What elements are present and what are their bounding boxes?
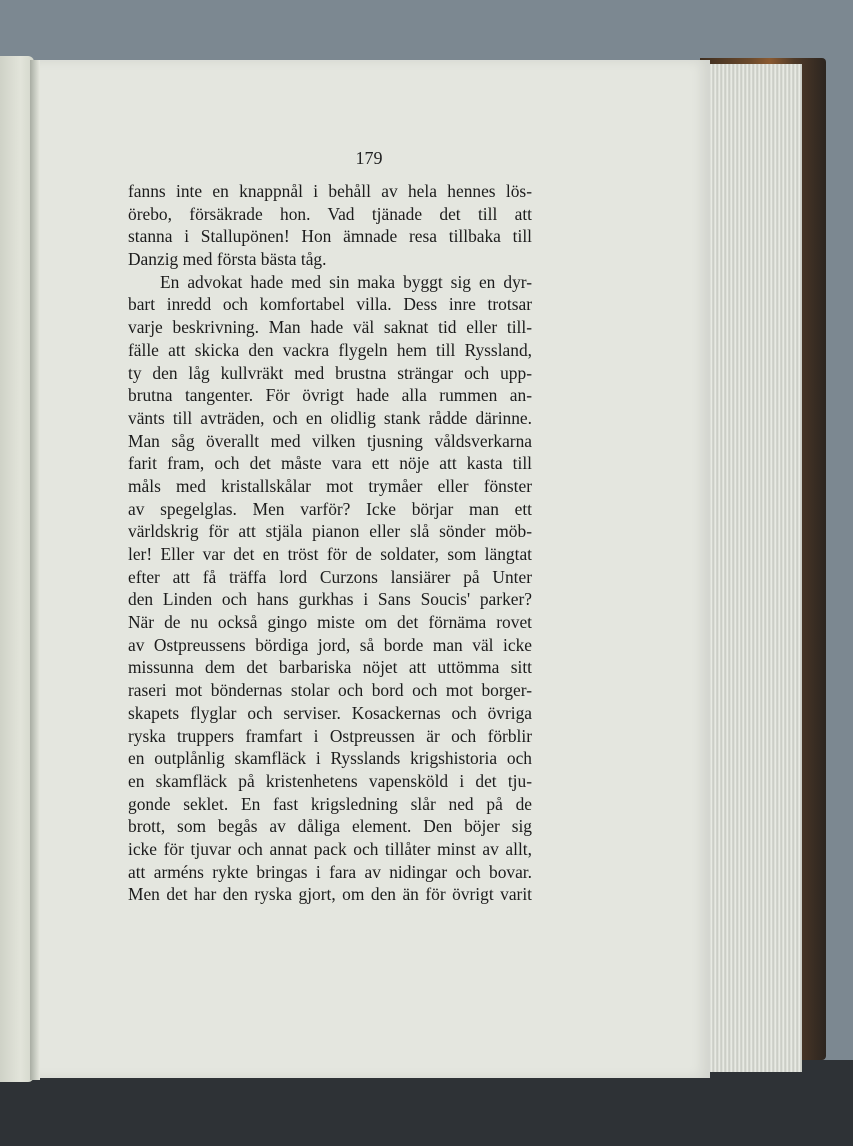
page-gutter-shadow	[30, 60, 40, 1080]
text-line: raseri mot böndernas stolar och bord och mot borger-	[128, 680, 532, 701]
left-page-edge	[0, 56, 34, 1082]
text-line: den Linden och hans gurkhas i Sans Soucis' parker?	[128, 589, 532, 610]
text-line: fanns inte en knappnål i behåll av hela hennes lös-	[128, 181, 532, 201]
text-line: av spegelglas. Men varför? Icke börjar man ett	[128, 498, 532, 519]
text-line: När de nu också gingo miste om det förnäma rovet	[128, 612, 532, 633]
text-line: måls med kristallskålar mot trymåer eller fönster	[128, 475, 532, 496]
text-line: brutna tangenter. För övrigt hade alla rummen an-	[128, 385, 532, 406]
text-line: en skamfläck på kristenhetens vapensköld i det tju-	[128, 770, 532, 791]
page-block-edge	[706, 64, 802, 1072]
text-line: av Ostpreussens bördiga jord, så borde man väl icke	[128, 634, 532, 655]
text-line: en outplånlig skamfläck i Rysslands krigshistoria och	[128, 748, 532, 769]
text-line: ler! Eller var det en tröst för de soldater, som längtat	[128, 544, 532, 564]
text-line: icke för tjuvar och annat pack och tillåter minst av allt,	[128, 838, 532, 859]
text-line: örebo, försäkrade hon. Vad tjänade det till att	[128, 203, 532, 224]
text-line: gonde seklet. En fast krigsledning slår ned på de	[128, 793, 532, 814]
text-line: världskrig för att stjäla pianon eller slå sönder möb-	[128, 521, 532, 542]
text-line: farit fram, och det måste vara ett nöje att kasta till	[128, 453, 532, 474]
text-line: att arméns rykte bringas i fara av nidingar och bovar.	[128, 861, 532, 882]
text-line: skapets flyglar och serviser. Kosackernas och övriga	[128, 702, 532, 723]
text-line: En advokat hade med sin maka byggt sig en dyr-	[160, 271, 532, 292]
page-text	[128, 180, 532, 906]
text-line: Man såg överallt med vilken tjusning våldsverkarna	[128, 430, 532, 451]
text-line: vänts till avträden, och en olidlig stank rådde därinne.	[128, 407, 532, 428]
text-line: efter att få träffa lord Curzons lansiärer på Unter	[128, 566, 532, 587]
text-line: Men det har den ryska gjort, om den än för övrigt varit	[128, 884, 532, 905]
text-line: Danzig med första bästa tåg.	[128, 249, 327, 270]
text-line: ryska truppers framfart i Ostpreussen är och förblir	[128, 725, 532, 746]
text-line: fälle att skicka den vackra flygeln hem till Ryssland,	[128, 339, 532, 360]
text-line: bart inredd och komfortabel villa. Dess inre trotsar	[128, 294, 532, 315]
book-page	[36, 60, 710, 1078]
text-line: brott, som begås av dåliga element. Den böjer sig	[128, 816, 532, 837]
text-line: stanna i Stallupönen! Hon ämnade resa tillbaka till	[128, 226, 532, 247]
text-line: missunna dem det barbariska nöjet att uttömma sitt	[128, 657, 532, 678]
text-line: varje beskrivning. Man hade väl saknat tid eller till-	[128, 317, 532, 338]
page-number: 179	[355, 148, 383, 168]
text-line: ty den låg kullvräkt med brustna strängar och upp-	[128, 362, 532, 383]
